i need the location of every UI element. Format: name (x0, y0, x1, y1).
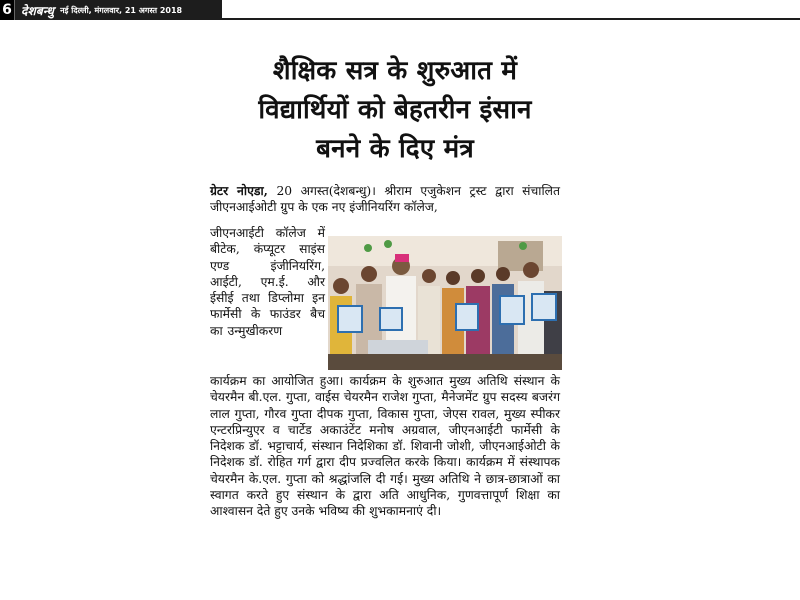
newspaper-header-bar (0, 0, 222, 20)
headline-line: बनने के दिए मंत्र (316, 134, 474, 164)
event-photo (328, 236, 562, 370)
article-headline (210, 52, 580, 169)
header-rule (222, 18, 800, 20)
article-dateline: ग्रेटर नोएडा, (210, 183, 268, 198)
newspaper-masthead: देशबन्धु (21, 3, 55, 18)
article-lead-paragraph (210, 183, 560, 216)
article-side-column: जीएनआईटी कॉलेज में बीटेक, कंप्यूटर साइंस एण्ड इंजीनियरिंग, आईटी, एम.ई. और ईसीई तथा डिप्लोमा इन फार्मेसी के फाउंडर बैच का उन्मुखीकरण (210, 226, 325, 338)
article-main-text: कार्यक्रम का आयोजित हुआ। कार्यक्रम के शुरुआत मुख्य अतिथि संस्थान के चेयरमैन बी.एल. गुप्ता, वाईस चेयरमैन राजेश गुप्ता, मैनेजमेंट ग्रुप सदस्य बजरंग लाल गुप्ता, गौरव गुप्ता दीपक गुप्ता, विकास गुप्ता, जेएस रावल, मुख्य स्पीकर एन्टरप्रिन्युएर व चार्टेड अकाउंटेंट मनोष अग्रवाल, जीएनआईटी फार्मेसी के निदेशक डॉ. भट्टाचार्य, संस्थान निदेशिका डॉ. शिवानी जोशी, जीएनआईओटी के निदेशक डॉ. रोहित गर्ग द्वारा दीप प्रज्वलित करके किया। कार्यक्रम में संस्थापक चेयरमैन के.एल. गुप्ता को श्रद्धांजलि दी गई। मुख्य अतिथि ने छात्र-छात्राओं का स्वागत करते हुए संस्थान के द्वारा अति आधुनिक, गुणवत्तापूर्ण शिक्षा का आश्वासन देते हुए उनके भविष्य की शुभकामनाएं दी। (210, 374, 560, 519)
headline-line: शैक्षिक सत्र के शुरुआत में (272, 56, 518, 86)
article-lead-text: 20 अगस्त(देशबन्धु)। श्रीराम एजुकेशन ट्रस्ट द्वारा संचालित जीएनआईओटी ग्रुप के एक नए इंजीनियरिंग कॉलेज, (210, 184, 560, 215)
event-photo-illustration (328, 236, 562, 370)
header-dateline: नई दिल्ली, मंगलवार, 21 अगस्त 2018 (60, 5, 183, 15)
headline-line: विद्यार्थियों को बेहतरीन इंसान (258, 95, 532, 125)
page-number: 6 (0, 0, 15, 20)
